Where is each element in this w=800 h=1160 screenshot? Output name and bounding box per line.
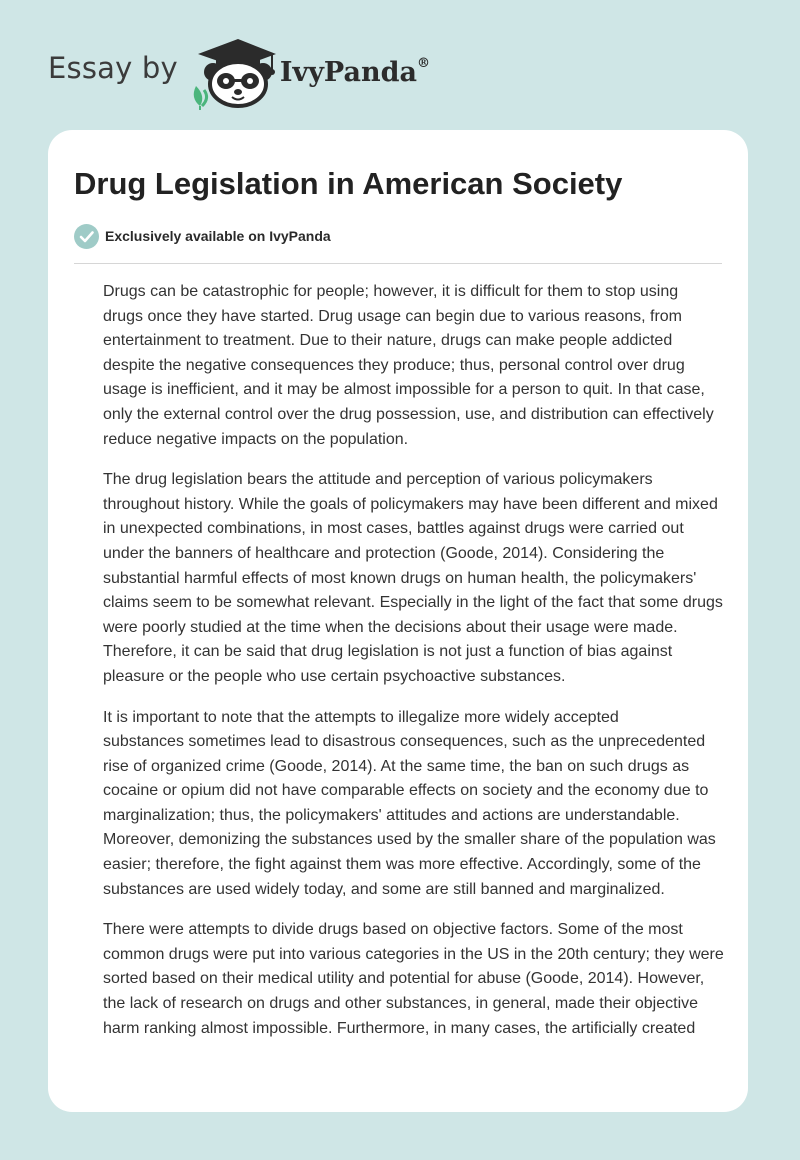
title-divider — [74, 263, 722, 264]
essay-card — [48, 130, 748, 1112]
paragraph-line: entertainment to treatment. Due to their nature, drugs can make people addicted — [103, 332, 673, 350]
paragraph-line: There were attempts to divide drugs based on objective factors. Some of the most — [103, 921, 683, 939]
brand-prefix: Essay by — [48, 51, 178, 85]
paragraph-line: under the banners of healthcare and protection (Goode, 2014). Considering the — [103, 544, 665, 562]
registered-mark: ® — [416, 55, 430, 71]
paragraph-line: sorted based on their medical utility and potential for abuse (Goode, 2014). However, — [103, 970, 705, 988]
paragraph-line: easier; therefore, the fight against them was more effective. Accordingly, some of the — [103, 856, 701, 874]
essay-paragraph-3 — [74, 706, 722, 903]
paragraph-line: drugs once they have started. Drug usage can begin due to various reasons, from — [103, 307, 683, 325]
essay-paragraph-4 — [74, 918, 722, 1041]
essay-title: Drug Legislation in American Society — [74, 166, 623, 201]
paragraph-line: cocaine or opium did not have comparable effects on society and the economy due to — [103, 782, 709, 800]
exclusive-badge — [74, 222, 722, 250]
essay-paragraph-1 — [74, 280, 722, 452]
paragraph-line: in unexpected combinations, in most cases, battles against drugs were carried out — [103, 520, 684, 538]
paragraph-line: the lack of research on drugs and other substances, in general, made their objective — [103, 995, 699, 1013]
paragraph-line: throughout history. While the goals of policymakers may have been different and mixed — [103, 495, 718, 513]
paragraph-line: harm ranking almost impossible. Furthermore, in many cases, the artificially created — [103, 1019, 696, 1037]
paragraph-line: The drug legislation bears the attitude and perception of various policymakers — [103, 471, 653, 489]
site-header — [48, 34, 430, 110]
paragraph-line: rise of organized crime (Goode, 2014). At the same time, the ban on such drugs as — [103, 757, 690, 775]
paragraph-line: Therefore, it can be said that drug legislation is not just a function of bias against — [103, 643, 673, 661]
paragraph-line: usage is inefficient, and it may be almost impossible for a person to quit. In that case, — [103, 381, 705, 399]
paragraph-line: despite the negative consequences they produce; thus, personal control over drug — [103, 356, 685, 374]
paragraph-line: It is important to note that the attempts to illegalize more widely accepted — [103, 708, 619, 726]
essay-paragraph-2 — [74, 468, 722, 689]
paragraph-line: substantial harmful effects of most known drugs on human health, the policymakers' — [103, 569, 697, 587]
paragraph-line: Moreover, demonizing the substances used by the smaller share of the population was — [103, 831, 716, 849]
paragraph-line: claims seem to be somewhat relevant. Especially in the light of the fact that some drugs — [103, 594, 723, 612]
paragraph-line: reduce negative impacts on the population. — [103, 430, 409, 448]
paragraph-line: pleasure or the people who use certain psychoactive substances. — [103, 667, 566, 685]
brand-name-text: IvyPanda — [279, 56, 417, 88]
brand-name — [280, 57, 430, 88]
check-circle-icon — [74, 224, 99, 249]
paragraph-line: common drugs were put into various categories in the US in the 20th century; they were — [103, 945, 724, 963]
paragraph-line: marginalization; thus, the policymakers' attitudes and actions are understandable. — [103, 806, 680, 824]
paragraph-line: were poorly studied at the time when the decisions about their usage were made. — [103, 618, 678, 636]
essay-body — [74, 280, 722, 1041]
paragraph-line: only the external control over the drug possession, use, and distribution can effectively — [103, 405, 714, 423]
paragraph-line: substances are used widely today, and some are still banned and marginalized. — [103, 880, 665, 898]
exclusive-badge-text: Exclusively available on IvyPanda — [105, 228, 331, 244]
paragraph-line: Drugs can be catastrophic for people; however, it is difficult for them to stop using — [103, 283, 679, 300]
paragraph-line: substances sometimes lead to disastrous consequences, such as the unprecedented — [103, 733, 706, 751]
panda-graduate-icon — [188, 34, 278, 110]
